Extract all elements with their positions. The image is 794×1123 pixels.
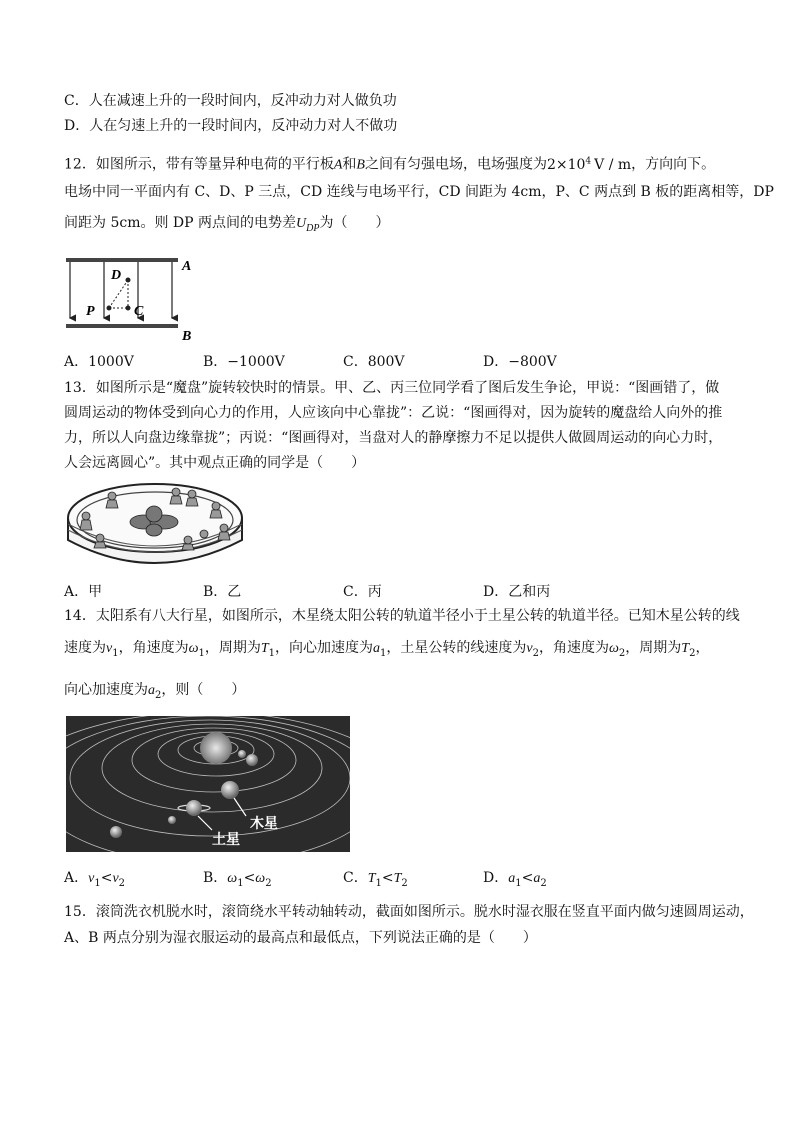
q13-magic-disc-figure [64, 478, 246, 578]
prev-option-c: C．人在减速上升的一段时间内，反冲动力对人做负功 [64, 93, 397, 109]
q12-option-d: D．−800V [483, 354, 557, 370]
dashed-triangle [109, 280, 128, 308]
planet-neptune [110, 826, 122, 838]
q14-option-c: C．$T_1<T_2$ [343, 870, 408, 889]
q14-line2: 速度为$v_1$，角速度为$\omega_1$，周期为$T_1$，向心加速度为$a_1$，土星公转的线速度为$v_2$，角速度为$\omega_2$，周期为$T_2$， [64, 640, 710, 659]
q12-line2: 电场中同一平面内有 C、D、P 三点，CD 连线与电场平行，CD 间距为 4cm，P、C 两点到 B 板的距离相等，DP [64, 184, 774, 200]
q12-option-c: C．800V [343, 354, 405, 370]
point-d [126, 278, 131, 283]
q12-option-a: A．1000V [64, 354, 134, 370]
planet-uranus [168, 816, 176, 824]
planet-inner [238, 750, 246, 758]
q13-line2: 圆周运动的物体受到向心力的作用，人应该向中心靠拢”：乙说：“图画得对，因为旋转的魔盘给人向外的推 [64, 405, 723, 421]
q15-line1: 15．滚筒洗衣机脱水时，滚筒绕水平转动轴转动，截面如图所示。脱水时湿衣服在竖直平面内做匀速圆周运动， [64, 904, 754, 920]
q14-line3: 向心加速度为$a_2$，则（ ） [64, 682, 246, 701]
q12-text: 12．如图所示，带有等量异种电荷的平行板 [64, 156, 334, 173]
q13-option-d: D．乙和丙 [483, 584, 551, 600]
prev-option-d: D．人在匀速上升的一段时间内，反冲动力对人不做功 [64, 118, 398, 134]
q13-line3: 力，所以人向盘边缘靠拢”；丙说：“图画得对，当盘对人的静摩擦力不足以提供人做圆周运动的向心力时， [64, 430, 723, 446]
label-p: P [86, 304, 95, 319]
q13-option-b: B．乙 [203, 584, 242, 600]
plate-b-ref: B [356, 157, 365, 173]
q13-line4: 人会远离圆心”。其中观点正确的同学是（ ） [64, 455, 366, 471]
q15-line2: A、B 两点分别为湿衣服运动的最高点和最低点，下列说法正确的是（ ） [64, 930, 537, 946]
label-d: D [111, 268, 122, 283]
label-c: C [134, 304, 144, 319]
q14-solar-system-figure [66, 716, 350, 852]
q14-line1: 14．太阳系有八大行星，如图所示，木星绕太阳公转的轨道半径小于土星公转的轨道半径。已知木星公转的线 [64, 608, 740, 624]
sun [200, 732, 232, 764]
q12-text: 和 [342, 156, 357, 173]
label-b: B [182, 329, 192, 344]
q14-option-a: A．$v_1<v_2$ [64, 870, 126, 889]
q12-text: ，方向向下。 [631, 156, 716, 173]
plate-b [66, 324, 178, 328]
point-c [126, 306, 131, 311]
q14-option-b: B．$\omega_1<\omega_2$ [203, 870, 272, 889]
plate-a-ref: A [333, 157, 343, 173]
q13-option-a: A．甲 [64, 584, 103, 600]
q12-text: 之间有匀强电场，电场强度为 [364, 156, 547, 173]
q14-option-d: D．$a_1<a_2$ [483, 870, 547, 889]
q13-line1: 13．如图所示是“魔盘”旋转较快时的情景。甲、乙、丙三位同学看了图后发生争论，甲说：“图画错了，做 [64, 380, 720, 396]
jupiter [221, 781, 239, 799]
field-value: $2\times 10^4$ [546, 156, 592, 173]
q12-plates-figure [64, 252, 204, 344]
plate-a [66, 258, 178, 262]
q13-option-c: C．丙 [343, 584, 382, 600]
planet-earth [246, 754, 258, 766]
label-a: A [182, 259, 192, 274]
q12-line1 [64, 151, 715, 176]
field-unit: V / m [594, 156, 632, 173]
q12-line3: 间距为 5cm。则 DP 两点间的电势差$U_{DP}$为（ ） [64, 215, 390, 234]
label-saturn: 土星 [212, 832, 240, 848]
saturn [186, 800, 202, 816]
label-jupiter: 木星 [250, 816, 278, 832]
point-p [107, 306, 112, 311]
q12-option-b: B．−1000V [203, 354, 285, 370]
